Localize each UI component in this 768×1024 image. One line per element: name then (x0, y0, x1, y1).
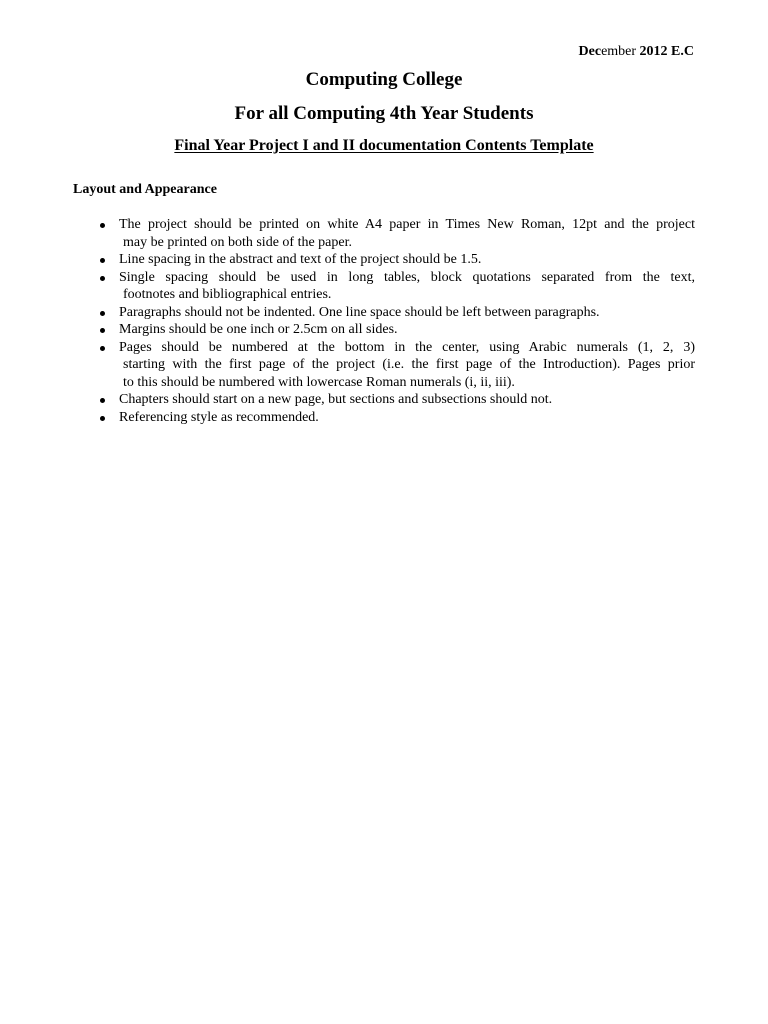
date-suffix: 2012 E.C (639, 44, 694, 59)
guidelines-list (99, 216, 695, 426)
list-item-line: Line spacing in the abstract and text of the project should be 1.5. (119, 252, 482, 267)
list-item (99, 251, 695, 269)
list-item-line: Referencing style as recommended. (119, 409, 319, 425)
bullet-icon (100, 223, 105, 228)
list-item (99, 216, 695, 251)
bullet-icon (100, 416, 105, 421)
document-date (579, 43, 694, 61)
bullet-icon (100, 346, 105, 351)
list-item-line: Chapters should start on a new page, but sections and subsections should not. (119, 392, 553, 407)
bullet-icon (100, 276, 105, 281)
bullet-icon (100, 398, 105, 403)
list-item-line: to this should be numbered with lowercase Roman numerals (i, ii, iii). (123, 374, 515, 390)
bullet-icon (100, 328, 105, 333)
bullet-icon (100, 311, 105, 316)
list-item (99, 391, 695, 409)
list-item (99, 339, 695, 392)
list-item-line: Pages should be numbered at the bottom in the center, using Arabic numerals (1, 2, 3) (119, 339, 695, 355)
list-item-line: Paragraphs should not be indented. One line space should be left between paragraphs. (119, 304, 600, 320)
list-item (99, 269, 695, 304)
template-title: Final Year Project I and II documentation Contents Template (174, 137, 594, 154)
audience-title: For all Computing 4th Year Students (234, 103, 534, 124)
list-item (99, 304, 695, 322)
list-item-line: footnotes and bibliographical entries. (123, 287, 332, 302)
date-mid: ember (601, 44, 640, 59)
bullet-icon (100, 258, 105, 263)
college-title: Computing College (305, 69, 463, 90)
date-prefix: Dec (578, 44, 602, 59)
list-item-line: Margins should be one inch or 2.5cm on all sides. (119, 322, 398, 337)
list-item (99, 321, 695, 339)
section-heading: Layout and Appearance (73, 182, 217, 197)
list-item-line: starting with the first page of the project (i.e. the first page of the Introduction). Pages prior (123, 357, 695, 372)
list-item (99, 409, 695, 427)
list-item-line: may be printed on both side of the paper. (123, 234, 352, 250)
list-item-line: The project should be printed on white A4 paper in Times New Roman, 12pt and the project (119, 217, 695, 232)
list-item-line: Single spacing should be used in long tables, block quotations separated from the text, (119, 269, 695, 285)
